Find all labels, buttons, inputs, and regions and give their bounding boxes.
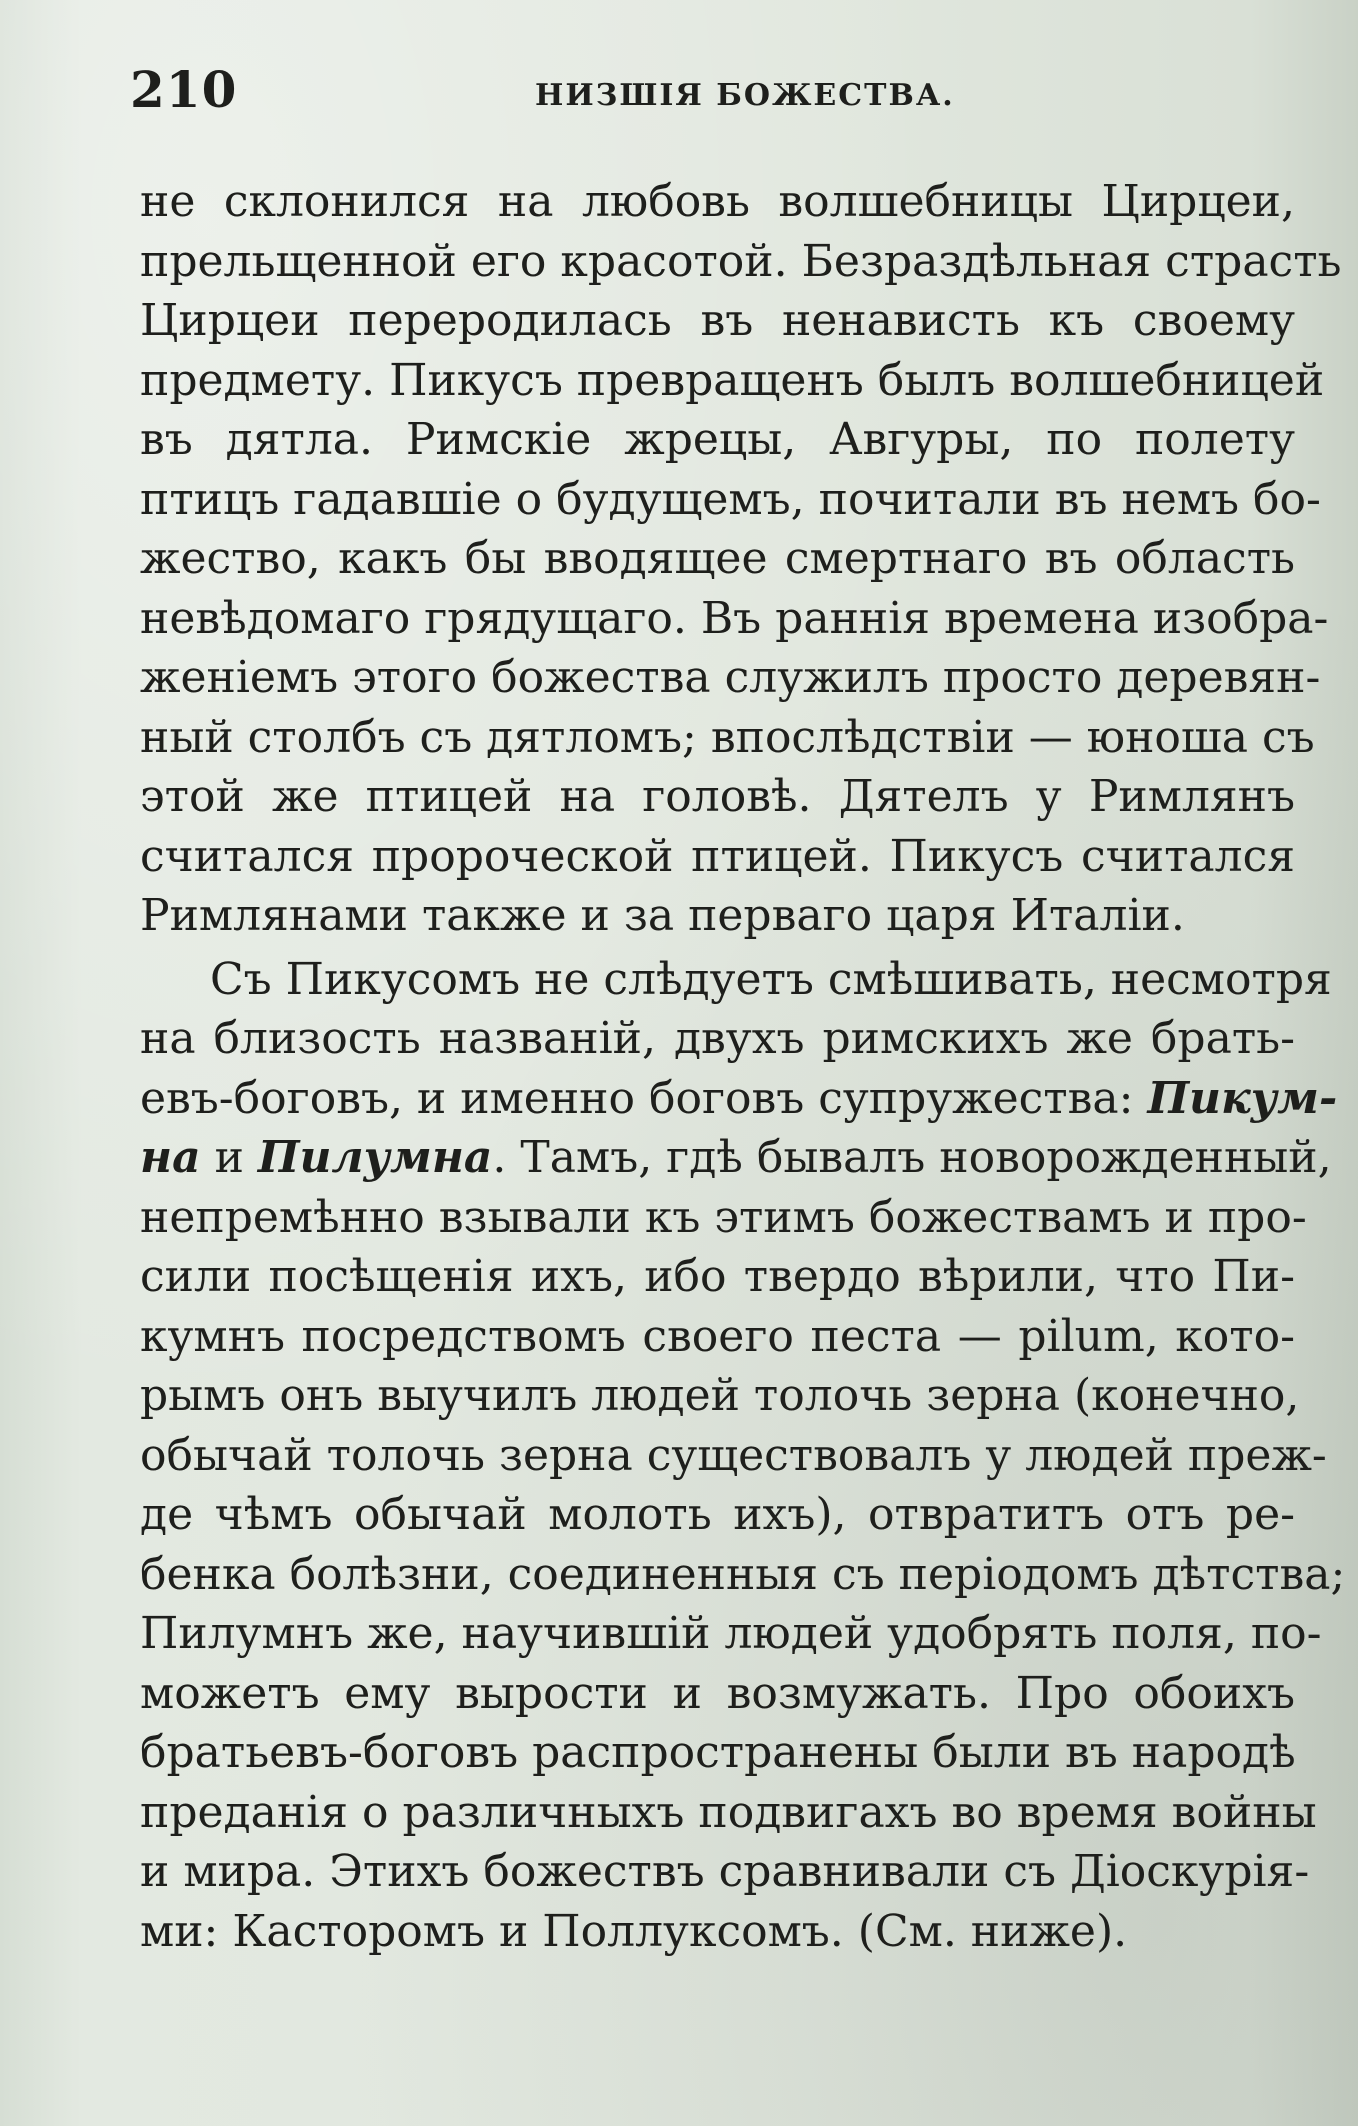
text-run: и xyxy=(200,1132,258,1183)
text-line: обычай толочь зерна существовалъ у людей преж- xyxy=(140,1429,1327,1481)
text-line: этой же птицей на головѣ. Дятелъ у Римлянъ xyxy=(140,771,1295,822)
paragraph-1 xyxy=(140,172,1342,946)
text-line: можетъ ему вырости и возмужать. Про обоихъ xyxy=(140,1667,1295,1719)
running-head xyxy=(130,60,1300,130)
text-line: женіемъ этого божества служилъ просто деревян- xyxy=(140,652,1321,703)
text-line xyxy=(140,1128,1332,1188)
text-line: птицъ гадавшіе о будущемъ, почитали въ немъ бо- xyxy=(140,473,1321,525)
text-body xyxy=(140,172,1346,1961)
text-line: Римлянами также и за перваго царя Италіи. xyxy=(140,890,1185,941)
text-line: братьевъ-боговъ распространены были въ народѣ xyxy=(140,1727,1296,1778)
text-line: непремѣнно взывали къ этимъ божествамъ и про- xyxy=(140,1191,1307,1243)
text-line: ми: Касторомъ и Поллуксомъ. (См. ниже). xyxy=(140,1905,1128,1957)
text-line: предмету. Пикусъ превращенъ былъ волшебницей xyxy=(140,354,1325,406)
italic-name-pikumna: Пикум- xyxy=(1147,1072,1338,1124)
page-number: 210 xyxy=(130,60,238,119)
text-line: въ дятла. Римскіе жрецы, Авгуры, по полету xyxy=(140,414,1295,465)
text-line: бенка болѣзни, соединенныя съ періодомъ дѣтства; xyxy=(140,1548,1346,1600)
italic-name-pilumna: Пилумна xyxy=(257,1132,493,1183)
text-line: кумнъ посредствомъ своего песта — pilum, кото- xyxy=(140,1310,1295,1362)
italic-name-pikumna-end: на xyxy=(140,1132,201,1183)
running-title: НИЗШІЯ БОЖЕСТВА. xyxy=(535,78,955,113)
text-line: Цирцеи переродилась въ ненависть къ своему xyxy=(140,295,1295,346)
text-run: евъ-боговъ, и именно боговъ супружества: xyxy=(140,1072,1148,1124)
text-line: прельщенной его красотой. Безраздѣльная страсть xyxy=(140,235,1342,287)
text-line: и мира. Этихъ божествъ сравнивали съ Діоскурія- xyxy=(140,1846,1310,1897)
text-line: на близость названій, двухъ римскихъ же брать- xyxy=(140,1013,1295,1064)
text-line: де чѣмъ обычай молоть ихъ), отвратитъ отъ ре- xyxy=(140,1489,1295,1540)
text-line: невѣдомаго грядущаго. Въ раннія времена изобра- xyxy=(140,592,1329,644)
text-line: не склонился на любовь волшебницы Цирцеи, xyxy=(140,176,1295,227)
text-line: жество, какъ бы вводящее смертнаго въ область xyxy=(140,533,1295,584)
text-line: считался пророческой птицей. Пикусъ считался xyxy=(140,830,1295,882)
paragraph-2 xyxy=(140,950,1346,1962)
text-line: Съ Пикусомъ не слѣдуетъ смѣшивать, несмотря xyxy=(210,953,1332,1005)
text-line: сили посѣщенія ихъ, ибо твердо вѣрили, что Пи- xyxy=(140,1251,1295,1302)
text-line: рымъ онъ выучилъ людей толочь зерна (конечно, xyxy=(140,1370,1300,1421)
text-line: Пилумнъ же, научившій людей удобрять поля, по- xyxy=(140,1608,1322,1659)
text-line: ный столбъ съ дятломъ; впослѣдствіи — юноша съ xyxy=(140,711,1315,763)
text-run: . Тамъ, гдѣ бывалъ новорожденный, xyxy=(492,1132,1332,1183)
text-line xyxy=(140,1069,1338,1129)
text-line: преданія о различныхъ подвигахъ во время войны xyxy=(140,1786,1317,1838)
